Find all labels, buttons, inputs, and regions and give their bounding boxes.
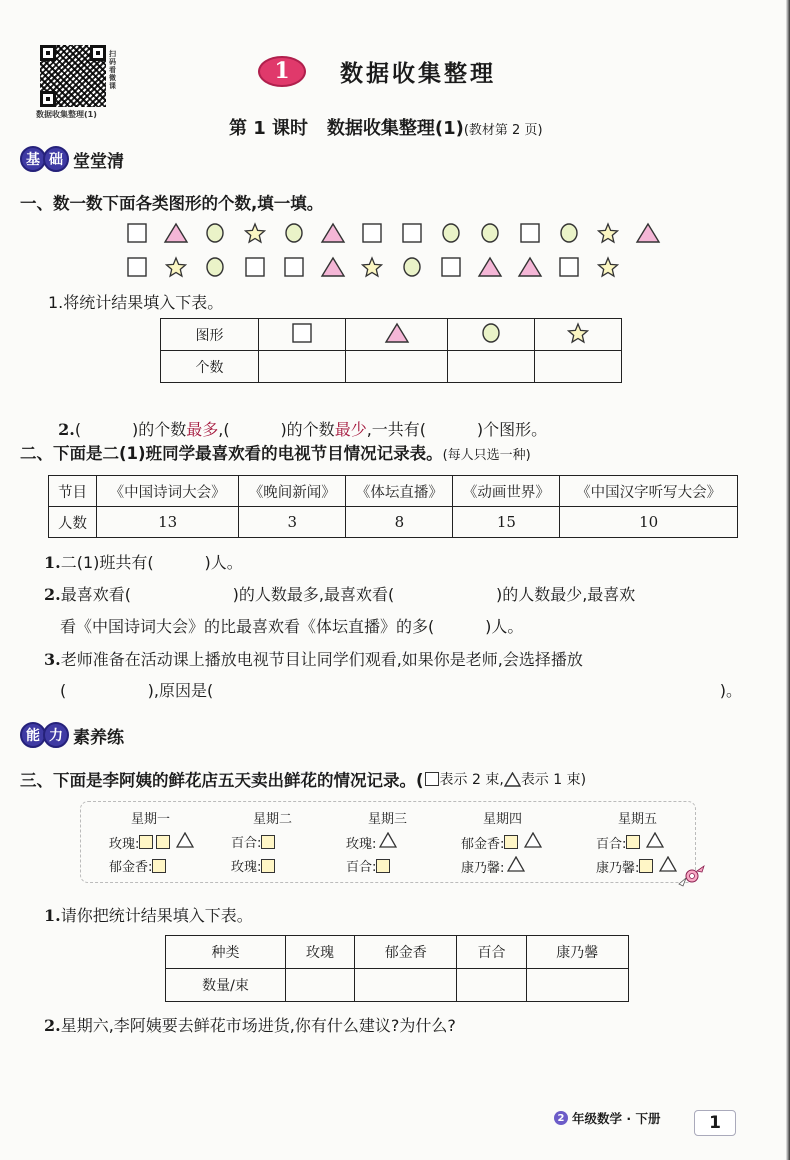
question-text: 星期六,李阿姨要去鲜花市场进货,你有什么建议?为什么? <box>60 1016 456 1035</box>
triangle-icon <box>633 220 662 246</box>
flower-line <box>346 832 397 852</box>
square-icon <box>279 254 308 280</box>
day-name: 星期四 <box>483 812 523 827</box>
triangle-icon <box>384 332 410 348</box>
legend-triangle-text: 表示 1 束) <box>520 772 587 788</box>
page-edge-shadow <box>786 0 790 1160</box>
table-header-cell: 人数 <box>49 507 97 538</box>
square-icon <box>156 835 170 849</box>
section-header-ability <box>20 722 124 748</box>
table-header-cell: 个数 <box>161 351 259 383</box>
flower-line <box>461 856 525 876</box>
qr-code[interactable] <box>40 45 106 107</box>
circle-icon <box>476 220 505 246</box>
program-cell: 《动画世界》 <box>453 476 560 507</box>
square-icon <box>504 835 518 849</box>
day-name: 星期二 <box>253 812 293 827</box>
table-row <box>166 969 629 1002</box>
square-icon <box>554 254 583 280</box>
square-icon <box>240 254 269 280</box>
circle-icon <box>554 220 583 246</box>
flower-line <box>596 856 677 876</box>
lesson-title <box>229 114 543 140</box>
day-name: 星期三 <box>368 812 408 827</box>
program-cell: 《中国汉字听写大会》 <box>560 476 738 507</box>
table-row <box>166 936 629 969</box>
answer-cell[interactable] <box>259 351 346 383</box>
candy-icon <box>678 864 706 888</box>
flower-label: 百合: <box>231 836 262 851</box>
flower-sales-record <box>80 801 696 883</box>
footer-book-label <box>554 1109 660 1127</box>
table-header-cell <box>259 319 346 351</box>
flower-line <box>109 856 169 875</box>
question-1-sub-1 <box>48 290 223 313</box>
emphasis-text: 最少 <box>334 420 367 439</box>
triangle-icon <box>318 254 347 280</box>
question-3-sub-2 <box>44 1013 456 1036</box>
shape-row-2 <box>122 254 633 280</box>
flower-line <box>231 856 278 875</box>
question-2-sub-2[interactable] <box>44 582 635 605</box>
qr-caption: 数据收集整理(1) <box>36 110 97 119</box>
flower-label: 百合: <box>596 836 627 852</box>
flower-line <box>461 832 542 852</box>
program-cell: 《体坛直播》 <box>346 476 453 507</box>
flower-label: 玫瑰: <box>109 836 140 852</box>
square-icon <box>122 254 151 280</box>
answer-cell[interactable] <box>526 969 628 1002</box>
page-number: 1 <box>694 1110 736 1136</box>
question-note: (每人只选一种) <box>442 448 531 463</box>
flower-line <box>109 832 194 852</box>
section-badge-char: 础 <box>43 146 69 172</box>
triangle-icon <box>504 772 521 787</box>
square-icon <box>436 254 465 280</box>
textbook-ref: (教材第 2 页) <box>463 123 543 138</box>
triangle-icon <box>524 832 542 852</box>
table-header-cell: 种类 <box>166 936 286 969</box>
sub-number: 3. <box>44 650 61 669</box>
table-header-cell: 数量/束 <box>166 969 286 1002</box>
question-2-sub-3 <box>44 647 583 670</box>
square-icon <box>425 772 439 786</box>
question-2-sub-1[interactable] <box>44 550 243 573</box>
triangle-icon <box>476 254 505 280</box>
square-icon <box>139 835 153 849</box>
lesson-title-text: 第 1 课时 数据收集整理(1) <box>229 118 464 139</box>
tv-program-table <box>48 475 738 538</box>
day-name: 星期五 <box>618 812 658 827</box>
fill-blank-text: 二(1)班共有( )人。 <box>60 553 243 572</box>
sub-number: 2. <box>44 1016 61 1035</box>
table-header-cell <box>535 319 622 351</box>
question-text: 请你把统计结果填入下表。 <box>60 906 253 925</box>
circle-icon <box>201 254 230 280</box>
answer-cell[interactable] <box>345 351 447 383</box>
count-cell: 8 <box>346 507 453 538</box>
section-header-basic <box>20 146 124 172</box>
sub-number: 2. <box>44 585 61 604</box>
program-cell: 《晚间新闻》 <box>239 476 346 507</box>
triangle-icon <box>161 220 190 246</box>
table-row <box>161 319 622 351</box>
triangle-icon <box>379 832 397 852</box>
flower-count-table <box>165 935 629 1002</box>
day-name: 星期一 <box>131 812 171 827</box>
square-icon <box>261 835 275 849</box>
square-icon <box>515 220 544 246</box>
table-header-cell: 玫瑰 <box>286 936 355 969</box>
triangle-icon <box>659 856 677 876</box>
question-text: 老师准备在活动课上播放电视节目让同学们观看,如果你是老师,会选择播放 <box>60 650 583 669</box>
table-row <box>49 507 738 538</box>
grade-number-badge: 2 <box>554 1111 568 1125</box>
star-icon <box>240 220 269 246</box>
fill-blank-text[interactable]: ,( )的个数 <box>218 420 335 439</box>
square-icon <box>639 859 653 873</box>
shape-row-1 <box>122 220 672 246</box>
section-badge-char: 基 <box>20 146 46 172</box>
sub-number: 1. <box>44 906 61 925</box>
question-text: 二、下面是二(1)班同学最喜欢看的电视节目情况记录表。 <box>20 444 443 463</box>
answer-cell[interactable] <box>355 969 457 1002</box>
square-icon <box>376 859 390 873</box>
triangle-icon <box>507 856 525 876</box>
count-cell: 10 <box>560 507 738 538</box>
count-cell: 13 <box>97 507 239 538</box>
section-label: 素养练 <box>73 727 124 748</box>
circle-icon <box>436 220 465 246</box>
table-header-cell: 康乃馨 <box>526 936 628 969</box>
table-row <box>161 351 622 383</box>
star-icon <box>594 254 623 280</box>
circle-icon <box>201 220 230 246</box>
question-1-sub-2 <box>48 398 547 440</box>
star-icon <box>567 332 589 348</box>
table-header-cell: 郁金香 <box>355 936 457 969</box>
star-icon <box>161 254 190 280</box>
square-icon <box>358 220 387 246</box>
question-2-sub-2-cont[interactable]: 看《中国诗词大会》的比最喜欢看《体坛直播》的多( )人。 <box>60 617 524 636</box>
flower-label: 玫瑰: <box>231 860 262 875</box>
sub-question-text: 1.将统计结果填入下表。 <box>48 293 224 312</box>
answer-cell[interactable] <box>286 969 355 1002</box>
answer-cell[interactable] <box>457 969 526 1002</box>
chapter-number-badge: 1 <box>258 56 306 87</box>
chapter-title: 数据收集整理 <box>340 61 496 87</box>
square-icon <box>122 220 151 246</box>
qr-side-label: 扫码看微课 <box>109 50 116 90</box>
shape-count-table <box>160 318 622 383</box>
flower-line <box>231 832 278 851</box>
flower-label: 郁金香: <box>109 860 153 875</box>
flower-label: 百合: <box>346 860 377 875</box>
qr-eye <box>40 91 56 107</box>
fill-blank-text[interactable]: ( )的个数 <box>74 420 187 439</box>
program-cell: 《中国诗词大会》 <box>97 476 239 507</box>
flower-label: 郁金香: <box>461 836 505 852</box>
answer-cell[interactable] <box>448 351 535 383</box>
flower-line <box>596 832 664 852</box>
emphasis-text: 最多 <box>186 420 219 439</box>
square-icon <box>291 332 313 348</box>
table-header-cell: 节目 <box>49 476 97 507</box>
count-cell: 3 <box>239 507 346 538</box>
circle-icon <box>397 254 426 280</box>
triangle-icon <box>176 832 194 852</box>
qr-eye <box>90 45 106 61</box>
star-icon <box>594 220 623 246</box>
table-row <box>49 476 738 507</box>
flower-label: 康乃馨: <box>461 860 505 876</box>
sub-number: 2. <box>58 420 75 439</box>
fill-blank-text: ( ),原因是( <box>60 681 214 700</box>
question-2-sub-3-cont[interactable] <box>60 678 742 701</box>
fill-blank-text: 最喜欢看( )的人数最多,最喜欢看( )的人数最少,最喜欢 <box>60 585 636 604</box>
table-header-cell: 图形 <box>161 319 259 351</box>
circle-icon <box>480 332 502 348</box>
section-label: 堂堂清 <box>73 151 124 172</box>
flower-label: 玫瑰: <box>346 836 377 852</box>
square-icon <box>152 859 166 873</box>
triangle-icon <box>515 254 544 280</box>
section-badge-char: 能 <box>20 722 46 748</box>
flower-line <box>346 856 393 875</box>
triangle-icon <box>646 832 664 852</box>
square-icon <box>626 835 640 849</box>
answer-cell[interactable] <box>535 351 622 383</box>
table-header-cell <box>345 319 447 351</box>
table-header-cell <box>448 319 535 351</box>
flower-label: 康乃馨: <box>596 860 640 876</box>
question-3-title <box>20 767 586 791</box>
closing-paren: )。 <box>719 681 742 700</box>
question-text: 三、下面是李阿姨的鲜花店五天卖出鲜花的情况记录。( <box>20 771 424 790</box>
book-title: 年级数学 · 下册 <box>572 1111 661 1126</box>
question-2-title <box>20 440 531 464</box>
question-3-sub-1 <box>44 903 253 926</box>
section-badge-char: 力 <box>43 722 69 748</box>
table-header-cell: 百合 <box>457 936 526 969</box>
triangle-icon <box>318 220 347 246</box>
circle-icon <box>279 220 308 246</box>
sub-number: 1. <box>44 553 61 572</box>
question-1-title: 一、数一数下面各类图形的个数,填一填。 <box>20 194 324 213</box>
legend-square-text: 表示 2 束, <box>439 772 504 788</box>
star-icon <box>358 254 387 280</box>
fill-blank-text[interactable]: ,一共有( )个图形。 <box>366 420 548 439</box>
count-cell: 15 <box>453 507 560 538</box>
square-icon <box>397 220 426 246</box>
square-icon <box>261 859 275 873</box>
qr-eye <box>40 45 56 61</box>
